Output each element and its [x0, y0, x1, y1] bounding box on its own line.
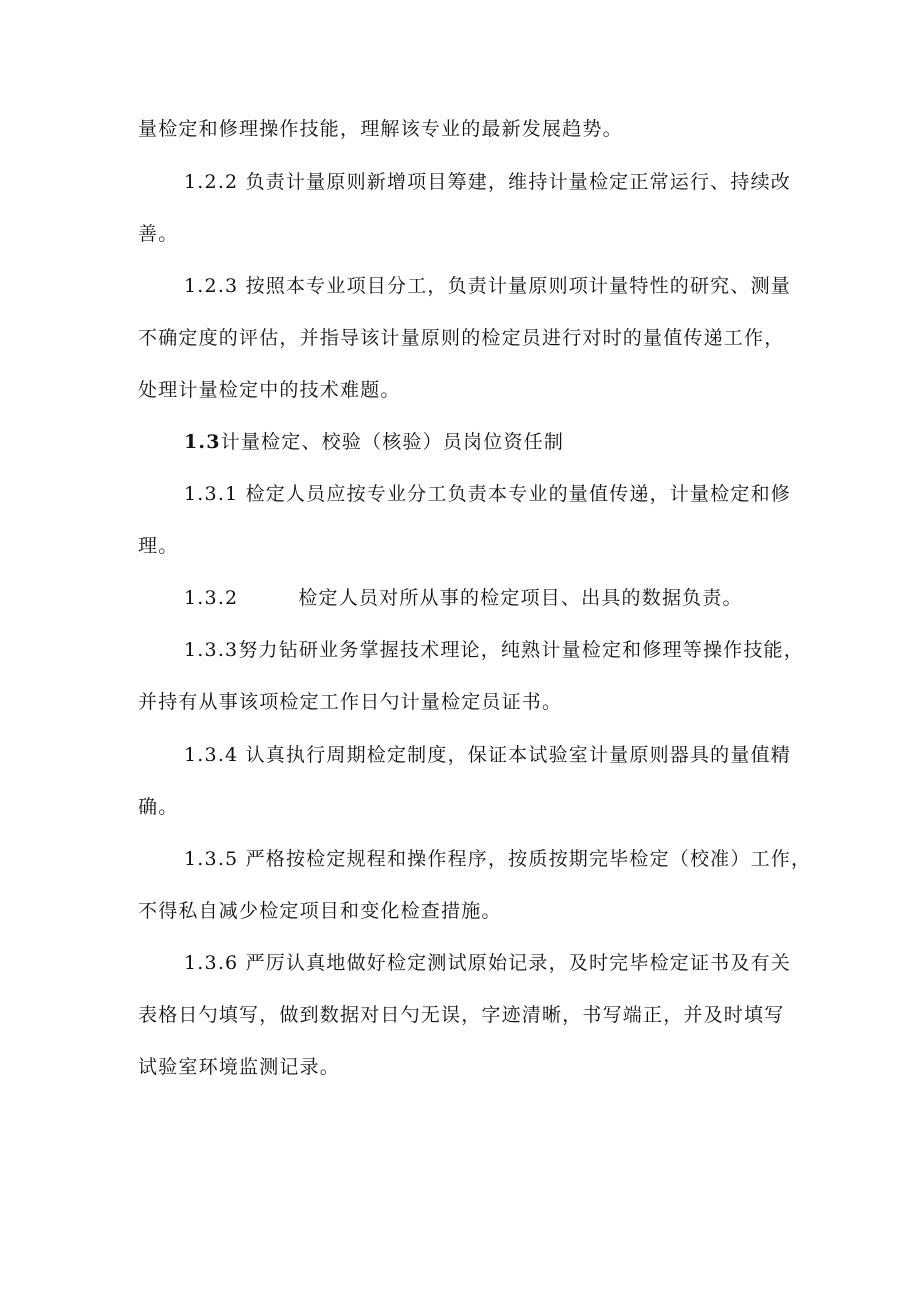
paragraph-line: 不得私自减少检定项目和变化检查措施。	[138, 900, 502, 922]
paragraph-line: 确。	[138, 796, 179, 818]
paragraph-line: 1.3.5 严格按检定规程和操作程序，按质按期完毕检定（校准）工作，	[184, 848, 812, 870]
paragraph-line: 表格日勺填写，做到数据对日勺无误，字迹清晰，书写端正，并及时填写	[138, 1004, 785, 1026]
paragraph-line: 1.2.3 按照本专业项目分工，负责计量原则项计量特性的研究、测量	[184, 275, 791, 297]
paragraph-line: 并持有从事该项检定工作日勺计量检定员证书。	[138, 691, 563, 713]
paragraph-line: 1.3.3努力钻研业务掌握技术理论，纯熟计量检定和修理等操作技能，	[184, 639, 804, 661]
paragraph-line: 处理计量检定中的技术难题。	[138, 379, 401, 401]
paragraph-line: 理。	[138, 535, 179, 557]
paragraph-line: 1.2.2 负责计量原则新增项目筹建，维持计量检定正常运行、持续改	[184, 171, 791, 193]
item-number: 1.3.2	[184, 587, 239, 609]
paragraph-line: 不确定度的评估，并指导该计量原则的检定员进行对时的量值传递工作，	[138, 327, 785, 349]
section-title: 计量检定、校验（核验）员岗位资任制	[220, 431, 565, 453]
paragraph-line: 量检定和修理操作技能，理解该专业的最新发展趋势。	[138, 118, 623, 140]
paragraph-line	[184, 586, 743, 610]
paragraph-line: 试验室环境监测记录。	[138, 1056, 341, 1078]
paragraph-line: 1.3.1 检定人员应按专业分工负责本专业的量值传递，计量检定和修	[184, 483, 791, 505]
section-heading	[184, 430, 564, 454]
paragraph-line: 善。	[138, 223, 179, 245]
paragraph-line: 1.3.6 严厉认真地做好检定测试原始记录，及时完毕检定证书及有关	[184, 952, 791, 974]
paragraph-line: 1.3.4 认真执行周期检定制度，保证本试验室计量原则器具的量值精	[184, 744, 791, 766]
item-text: 检定人员对所从事的检定项目、出具的数据负责。	[298, 587, 743, 609]
section-number: 1.3	[184, 431, 221, 453]
